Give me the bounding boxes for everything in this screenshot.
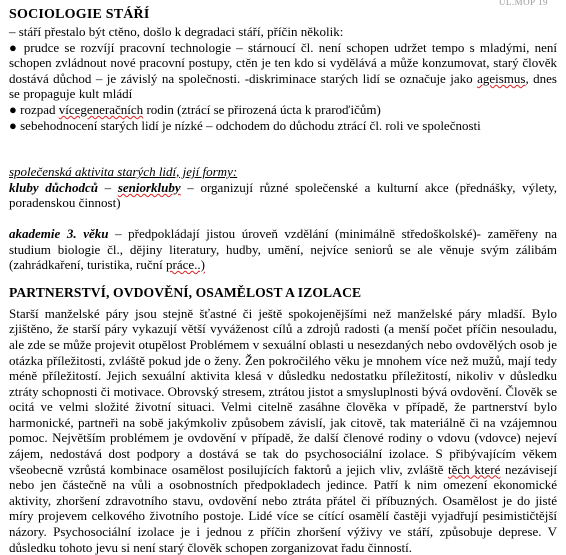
spellcheck-word: práce..)	[166, 257, 205, 273]
section-heading-partnership: PARTNERSTVÍ, OVDOVĚNÍ, OSAMĚLOST A IZOLACE	[9, 284, 362, 300]
body-paragraph: Starší manželské páry jsou stejně šťastné či ještě spokojenějšími než manželské páry mladší. Bylo zjištěno, že starší páry vykazují větší vyváženost cílů a zdrojů radosti (a menší počet příčin nesouladu, ale zde se může projevit otupělost Problémem v sexuální oblasti u nesezdaných nebo ovdovělých osob je otázka příležitosti, zvláště pokud jde o ženy. Žen pokročilého věku je mnohem více než mužů, mají tedy méně příležitostí. Jejich sexuální aktivita klesá v důsledku nedostatku příležitostí, nikoliv v důsledku ztráty schopnosti či motivace. Obrovský stresem, ztrátou jistot a smysluplnosti bývá ovdovění. Člověk se ocitá ve velmi složité životní situaci. Velmi citelně zasáhne člověka v případě, že partnerství bylo harmonické, partneři na sobě jakýmkoliv způsobem závislí, jak citově, tak materiálně či na vzájemnou pomoc. Největším problémem je ovdovění v případě, že další členové rodiny o vdovu (vdovce) nejeví zájem, nedostává dost podpory a dostává se tak do psychosociální izolace. S přibývajícím věkem všeobecně vzrůstá kombinace osamělost posilujících faktorů a jejich vliv, zvláště těch které nezávisejí nebo jen částečně na vůli a osobnostních předpokladech jedince. Patří k nim omezení ekonomické aktivity, zhoršení zdravotního stavu, ovdovění nebo ztráta přátel či příbuzných. Osamělost je do jisté míry projevem celkového životního postoje. Lidé více se cítící osamělí častěji vyjadřují pesimističtější názory. Psychosociální izolace je i jednou z příčin zhoršení výživy ve stáří, způsobuje deprese. V důsledku tohoto jevu si není starý člověk schopen zorganizovat řadu činností.	[9, 305, 557, 555]
bullet-icon: ●	[9, 101, 17, 117]
spellcheck-word: vícegeneračních	[58, 101, 144, 117]
clubs-paragraph: kluby důchodců – seniorkluby – organizují různé společenské a kulturní akce (přednášky, výlety, poradenskou činnost)	[9, 179, 557, 211]
activity-heading: společenská aktivita starých lidí, její formy:	[9, 164, 238, 180]
bullet-item: ● rozpad vícegeneračních rodin (ztrácí se přirozená úcta k praroďičům)	[9, 101, 381, 117]
bullet-icon: ●	[9, 117, 17, 133]
bullet-icon: ●	[9, 39, 19, 55]
section-heading-sociology: SOCIOLOGIE STÁŘÍ	[9, 7, 150, 22]
page-corner-mark: UL.MOP 19	[498, 0, 548, 7]
bullet-item: ● prudce se rozvíjí pracovní technologie – stárnoucí čl. není schopen udržet tempo s mladými, není schopen zvládnout nové pracovní postupy, ctěn je ten kdo si vydělává a může konzumovat, starý člověk dostává důchod – je závislý na společnosti. -diskriminace starých lidí se označuje jako ageismus, dnes se propaguje kult mládí	[9, 39, 557, 102]
spellcheck-word: těch které	[448, 461, 501, 477]
bullet-item: ● sebehodnocení starých lidí je nízké – odchodem do důchodu ztrácí čl. roli ve společnosti	[9, 117, 481, 133]
spellcheck-word: seniorkluby	[117, 179, 181, 195]
document-page	[9, 7, 557, 555]
academy-paragraph: akademie 3. věku – předpokládají jistou úroveň vzdělání (minimálně středoškolské)- zaměřeny na studium biologie čl., dějiny literatury, hudby, umění, nejvíce seniorů se ale věnuje svým zálibám (zahrádkaření, turistika, ruční práce..)	[9, 225, 557, 273]
spellcheck-word: ageismus	[477, 70, 526, 86]
intro-line: – stáří přestalo být ctěno, došlo k degradaci stáří, příčin několik:	[9, 24, 344, 39]
